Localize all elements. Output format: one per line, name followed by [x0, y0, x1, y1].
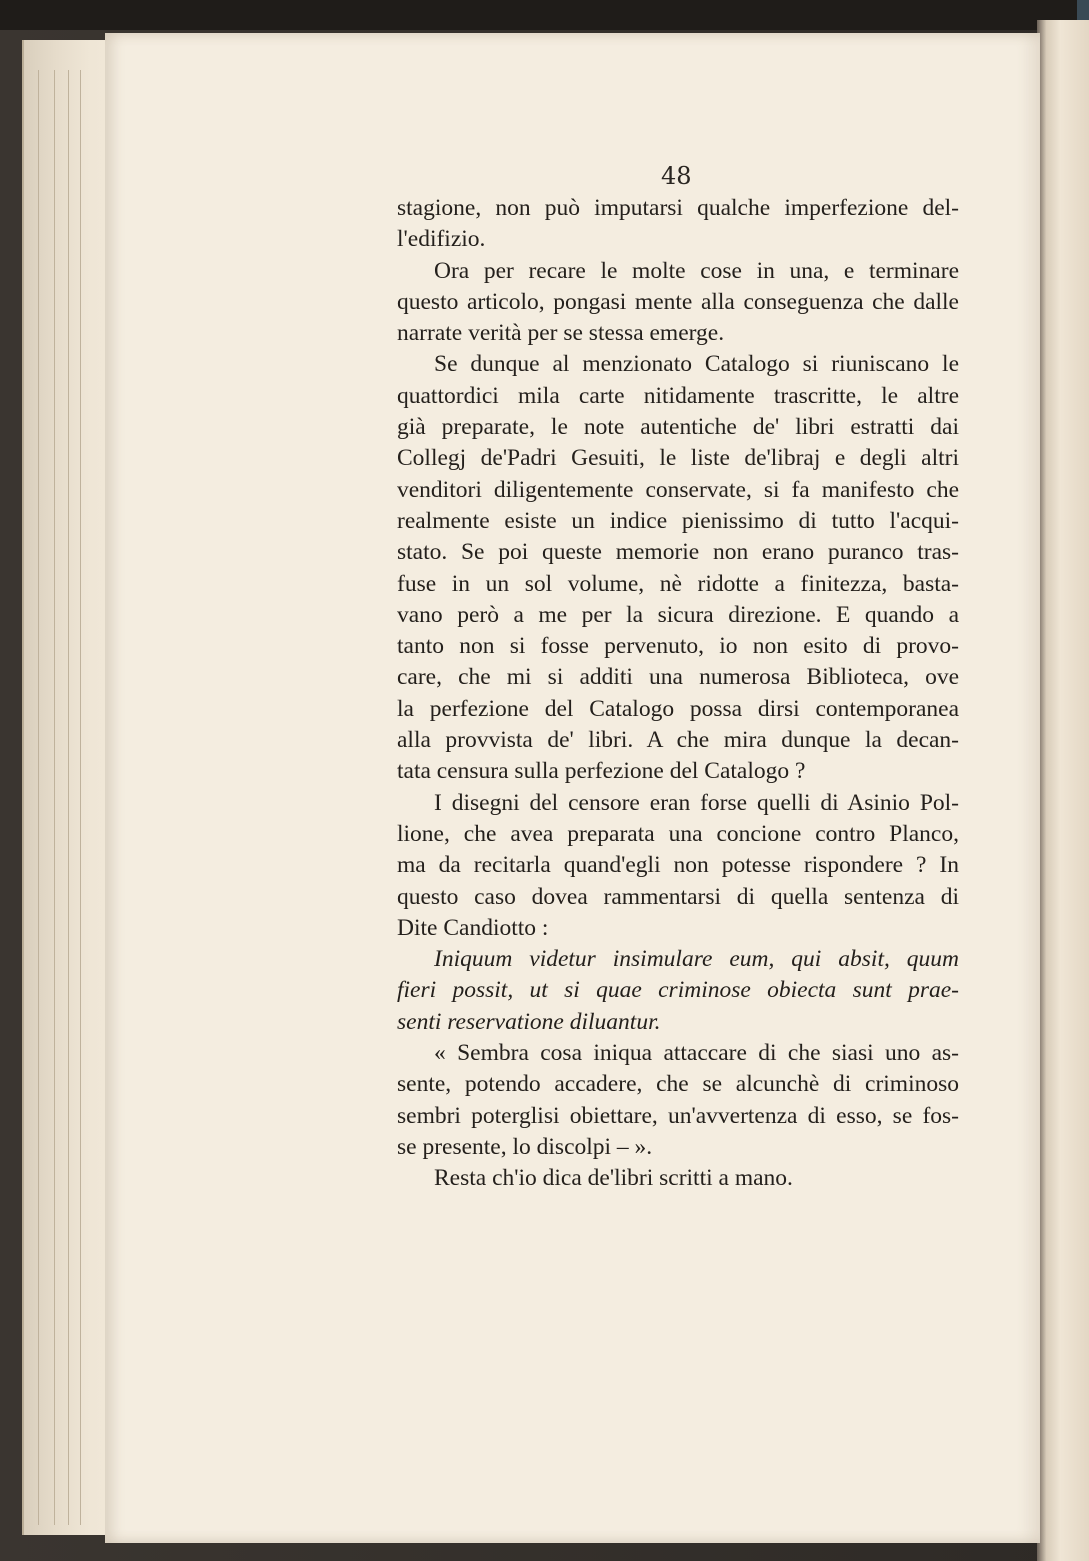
text-line: stato. Se poi queste memorie non erano puranco tras-	[397, 539, 959, 566]
text-line: care, che mi si additi una numerosa Biblioteca, ove	[397, 664, 959, 691]
page-text	[397, 193, 959, 1195]
text-line: l'edifizio.	[397, 226, 486, 253]
latin-quote-line: fieri possit, ut si quae criminose obiecta sunt prae-	[397, 977, 959, 1004]
text-line: Se dunque al menzionato Catalogo si riuniscano le	[434, 351, 959, 378]
text-line: questo caso dovea rammentarsi di quella sentenza di	[397, 883, 959, 910]
text-line: narrate verità per se stessa emerge.	[397, 320, 725, 347]
text-line: stagione, non può imputarsi qualche imperfezione del-	[397, 195, 959, 221]
page-edge-line	[80, 70, 81, 1525]
text-line: vano però a me per la sicura direzione. E quando a	[397, 601, 959, 628]
text-line: I disegni del censore eran forse quelli di Asinio Pol-	[434, 789, 959, 816]
facing-page-edge	[1037, 20, 1089, 1561]
latin-quote-line: Iniquum videtur insimulare eum, qui absit, quum	[434, 946, 959, 973]
page-edge-line	[54, 70, 55, 1525]
text-line: fuse in un sol volume, nè ridotte a finitezza, basta-	[397, 570, 959, 597]
text-line: ma da recitarla quand'egli non potesse rispondere ? In	[397, 852, 959, 879]
page-number: 48	[661, 162, 692, 190]
text-line: Resta ch'io dica de'libri scritti a mano.	[434, 1165, 793, 1192]
text-line: la perfezione del Catalogo possa dirsi contemporanea	[397, 695, 959, 722]
page-edge-line	[68, 70, 69, 1525]
page-edge-line	[38, 70, 39, 1525]
translation-line: « Sembra cosa iniqua attaccare di che siasi uno as-	[434, 1040, 959, 1067]
text-line: tanto non si fosse pervenuto, io non esito di provo-	[397, 633, 959, 660]
text-line: realmente esiste un indice pienissimo di tutto l'acqui-	[397, 507, 959, 534]
text-line: Ora per recare le molte cose in una, e terminare	[434, 257, 959, 284]
text-line: già preparate, le note autentiche de' libri estratti dai	[397, 414, 959, 441]
translation-line: se presente, lo discolpi – ».	[397, 1133, 653, 1160]
text-line: alla provvista de' libri. A che mira dunque la decan-	[397, 727, 959, 754]
text-line: Dite Candiotto :	[397, 914, 549, 941]
text-line: venditori diligentemente conservate, si fa manifesto che	[397, 476, 959, 503]
text-line: tata censura sulla perfezione del Catalogo ?	[397, 758, 806, 785]
text-line: questo articolo, pongasi mente alla conseguenza che dalle	[397, 288, 959, 315]
scan-background-top	[0, 0, 1089, 30]
text-line: Collegj de'Padri Gesuiti, le liste de'libraj e degli altri	[397, 445, 959, 472]
text-line: lione, che avea preparata una concione contro Planco,	[397, 820, 959, 847]
latin-quote-line: senti reservatione diluantur.	[397, 1008, 661, 1035]
translation-line: sente, potendo accadere, che se alcunchè di criminoso	[397, 1071, 959, 1098]
translation-line: sembri poterglisi obiettare, un'avvertenza di esso, se fos-	[397, 1102, 959, 1129]
text-line: quattordici mila carte nitidamente trascritte, le altre	[397, 382, 959, 409]
